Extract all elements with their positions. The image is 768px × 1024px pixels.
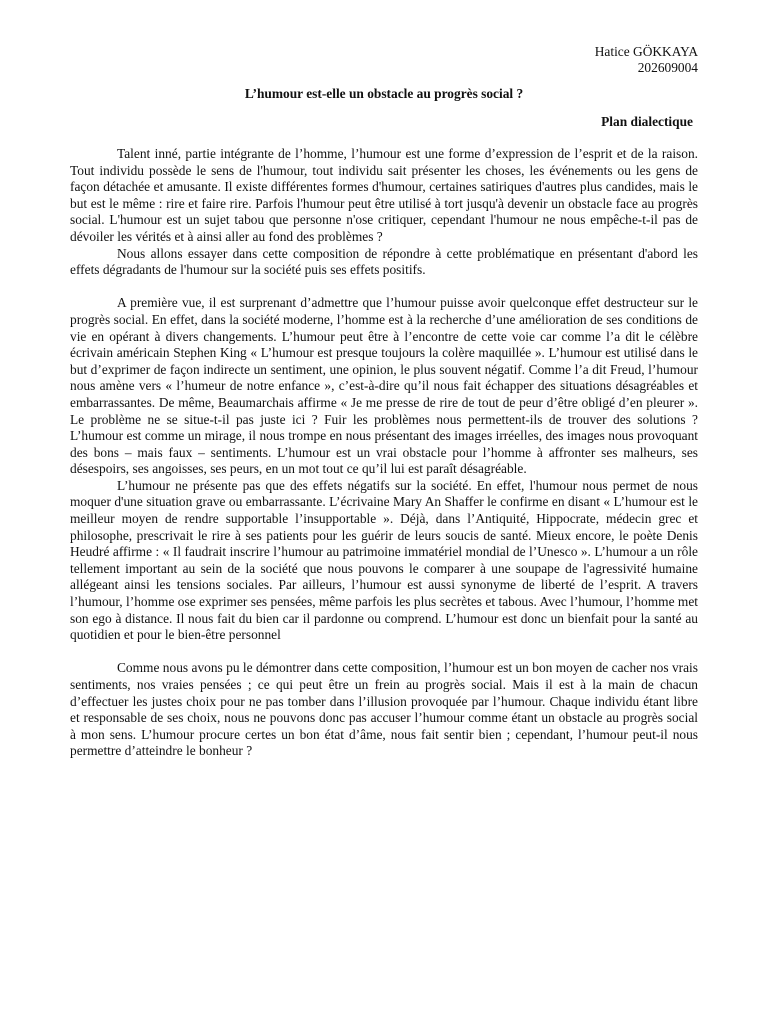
document-body — [70, 146, 698, 760]
student-number: 202609004 — [637, 60, 698, 75]
paragraph-conclusion: Comme nous avons pu le démontrer dans cette composition, l’humour est un bon moyen de cacher nos vrais sentiments, nos vraies pensées ; ce qui peut être un frein au progrès social. Mais il est à la main de chacun d’effectuer les justes choix pour ne pas tomber dans l’illusion provoquée par l’humour. Chaque individu étant libre et responsable de ses choix, nous ne pouvons donc pas accuser l’humour comme étant un obstacle au progrès social à mon sens. L’humour procure certes un bon état d’âme, nous fait sentir bien ; cependant, l’humour peut-il nous permettre d’atteindre le bonheur ? — [70, 660, 698, 759]
document-subtitle: Plan dialectique — [601, 114, 693, 129]
document-title: L’humour est-elle un obstacle au progrès social ? — [244, 86, 524, 101]
author-name: Hatice GÖKKAYA — [594, 44, 698, 59]
paragraph-introduction: Talent inné, partie intégrante de l’homme, l’humour est une forme d’expression de l’esprit et de la raison. Tout individu possède le sens de l'humour, tout individu sait présenter les choses, les événements ou les gens de façon détachée et amusante. Il existe différentes formes d'humour, certaines satiriques d'autres plus candides, mais le but est le même : rire et faire rire. Parfois l'humour peut être utilisé à tort jusqu'à devenir un obstacle face au progrès social. L'humour est un sujet tabou que personne n'ose critiquer, cependant l'humour ne nous empêche-t-il pas de dévoiler les vérités et à ainsi aller au fond des problèmes ? — [70, 146, 698, 244]
document-page — [70, 44, 698, 760]
paragraph-thesis: A première vue, il est surprenant d’admettre que l’humour puisse avoir quelconque effet destructeur sur le progrès social. En effet, dans la société moderne, l’homme est à la recherche d’une amélioration de ses conditions de vie en opérant à divers changements. L’humour peut être à l’encontre de cette voie car comme l’a dit le célèbre écrivain américain Stephen King « L’humour est presque toujours la colère maquillée ». L’humour est utilisé dans le but d’exprimer de façon indirecte un sentiment, une opinion, le plus souvent négatif. Comme l’a dit Freud, l’humour nous amène vers « l’humeur de notre enfance », c’est-à-dire qu’il nous fait échapper des situations désagréables et embarrassantes. De même, Beaumarchais affirme « Je me presse de rire de tout de peur d’être obligé d’en pleurer ». Le problème ne se situe-t-il pas juste ici ? Fuir les problèmes nous permettent-ils de trouver des solutions ? L’humour est comme un mirage, il nous trompe en nous présentant des images irréelles, des images nous provoquant des bons – mais faux – sentiments. L’humour est un vrai obstacle pour l’homme à affronter ses malheurs, ses désespoirs, ses angoisses, ses peurs, en un mot tout ce qu’il lui est paraît désagréable. — [70, 295, 698, 477]
paragraph-problematic: Nous allons essayer dans cette composition de répondre à cette problématique en présentant d'abord les effets dégradants de l'humour sur la société puis ses effets positifs. — [70, 245, 698, 278]
author-block — [70, 44, 698, 76]
paragraph-antithesis: L’humour ne présente pas que des effets négatifs sur la société. En effet, l'humour nous permet de nous moquer d'une situation grave ou embarrassante. L’écrivaine Mary An Shaffer le confirme en disant « L’humour est le meilleur moyen de rendre supportable l’insupportable ». Déjà, dans l’Antiquité, Hippocrate, médecin grec et philosophe, prescrivait le rire à ses patients pour les guérir de leurs soucis de santé. Mieux encore, le poète Denis Heudré affirme : « Il faudrait inscrire l’humour au patrimoine immatériel mondial de l’Unesco ». L’humour a un rôle tellement important au sein de la société que nous pouvons le comparer à une soupape de l'agressivité humaine allégeant ainsi les tensions sociales. Par ailleurs, l’humour est aussi synonyme de liberté de l’esprit. A travers l’humour, l’homme ose exprimer ses pensées, même parfois les plus secrètes et tabous. Avec l’humour, l’homme met son ego à distance. Il nous fait du bien car il pardonne ou comprend. L’humour est donc un bienfait pour la santé au quotidien et pour le bien-être personnel — [70, 477, 698, 643]
